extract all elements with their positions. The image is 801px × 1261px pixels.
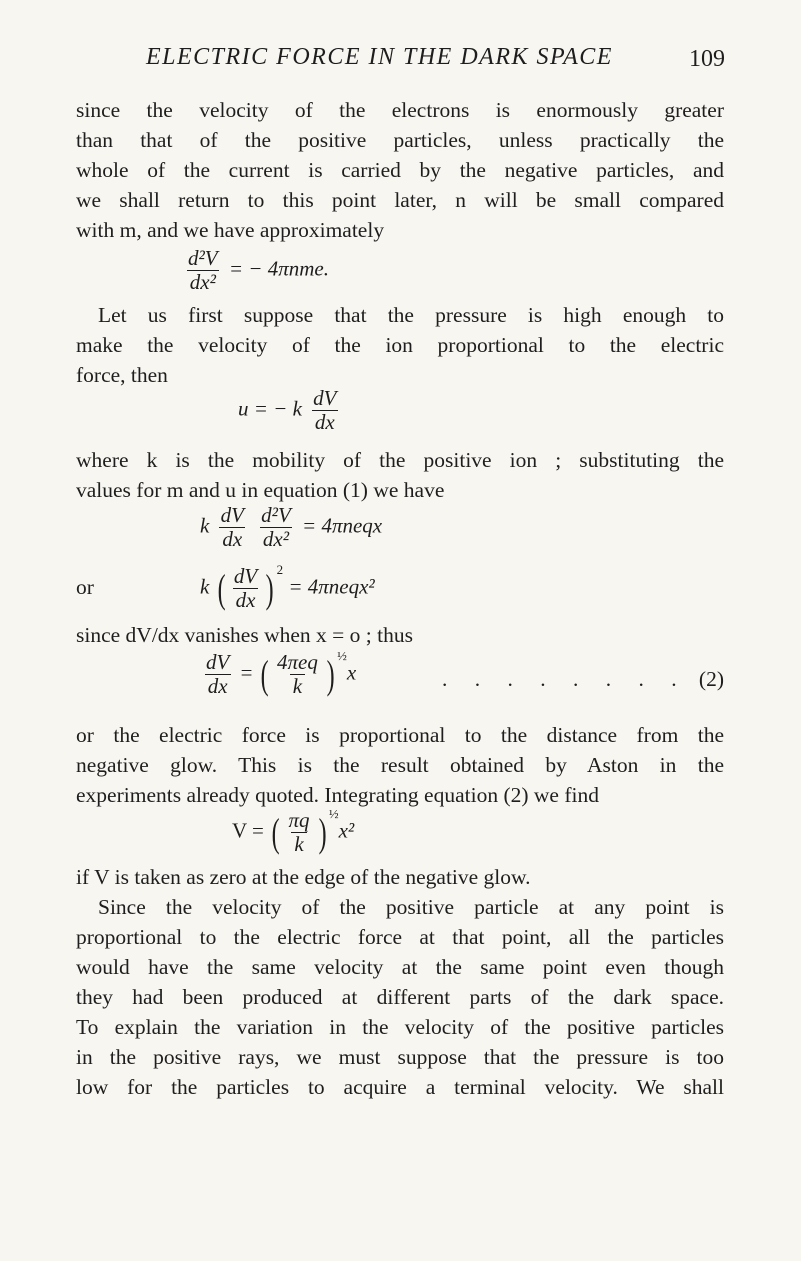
numerator: 4πeq	[277, 650, 318, 674]
text-line: negative glow. This is the result obtained by Aston in the	[76, 753, 724, 777]
text-line: in the positive rays, we must suppose that the pressure is too	[76, 1045, 724, 1069]
left-paren: (	[271, 809, 280, 855]
text-line: would have the same velocity at the same point even though	[76, 955, 724, 979]
equation-velocity	[238, 388, 343, 433]
text-line: make the velocity of the ion proportional to the electric	[76, 333, 724, 357]
right-paren: )	[326, 651, 335, 697]
equation-rhs: = 4πneqx²	[288, 574, 375, 599]
equation-lhs: V =	[232, 818, 264, 843]
mobility-symbol: k	[200, 513, 210, 538]
text-line: experiments already quoted. Integrating equation (2) we find	[76, 783, 599, 807]
variable-x: x	[346, 660, 357, 685]
mobility-symbol: k	[200, 574, 210, 599]
equation-integrated	[200, 562, 375, 612]
text-line: since the velocity of the electrons is enormously greater	[76, 98, 724, 122]
denominator: dx	[205, 674, 231, 697]
text-line: Since the velocity of the positive particle at any point is	[98, 895, 724, 919]
equation-potential	[232, 806, 355, 856]
numerator: dV	[220, 503, 244, 527]
left-paren: (	[217, 565, 226, 611]
text-line: whole of the current is carried by the negative particles, and	[76, 158, 724, 182]
numerator: dV	[233, 564, 258, 588]
numerator: dV	[206, 650, 230, 674]
denominator: dx	[312, 410, 338, 433]
fraction	[185, 248, 221, 293]
denominator: dx²	[187, 270, 219, 293]
text-line: than that of the positive particles, unless practically the	[76, 128, 724, 152]
equation-substituted	[200, 505, 382, 550]
numerator: d²V	[261, 503, 291, 527]
denominator: k	[290, 674, 305, 697]
denominator: dx	[219, 527, 245, 550]
right-paren: )	[265, 565, 274, 611]
fraction	[218, 505, 247, 550]
running-head: ELECTRIC FORCE IN THE DARK SPACE	[146, 44, 613, 70]
fraction	[258, 505, 294, 550]
text-line: proportional to the electric force at that point, all the particles	[76, 925, 724, 949]
leader-dots: . . . . . . . .	[442, 667, 688, 691]
equation-2	[200, 648, 357, 698]
text-line: force, then	[76, 363, 168, 387]
variable-x-squared: x²	[338, 818, 355, 843]
equation-rhs: = − 4πnme.	[228, 256, 329, 281]
denominator: dx	[233, 588, 259, 611]
denominator: dx²	[260, 527, 292, 550]
equation-rhs: = 4πneqx	[302, 513, 383, 538]
page-number: 109	[689, 46, 725, 72]
text-line: To explain the variation in the velocity of the positive particles	[76, 1015, 724, 1039]
text-line: or the electric force is proportional to the distance from the	[76, 723, 724, 747]
numerator: πq	[288, 808, 310, 832]
or-label: or	[76, 575, 94, 599]
text-line: where k is the mobility of the positive ion ; substituting the	[76, 448, 724, 472]
fraction	[274, 652, 321, 697]
text-line: values for m and u in equation (1) we have	[76, 478, 445, 502]
text-line: low for the particles to acquire a terminal velocity. We shall	[76, 1075, 724, 1099]
numerator: dV	[313, 386, 337, 410]
equation-second-derivative	[182, 248, 329, 293]
text-line: since dV/dx vanishes when x = o ; thus	[76, 623, 413, 647]
text-line: we shall return to this point later, n will be small compared	[76, 188, 724, 212]
text-line: with m, and we have approximately	[76, 218, 385, 242]
left-paren: (	[260, 651, 269, 697]
text-line: they had been produced at different parts of the dark space.	[76, 985, 724, 1009]
exponent: 2	[276, 562, 284, 577]
fraction	[310, 388, 339, 433]
text-line: if V is taken as zero at the edge of the negative glow.	[76, 865, 531, 889]
equals-sign: =	[240, 660, 253, 685]
fraction	[231, 566, 260, 611]
fraction	[203, 652, 232, 697]
equation-lhs: u = − k	[238, 396, 302, 421]
denominator: k	[291, 832, 306, 855]
fraction	[285, 810, 312, 855]
page-header	[76, 44, 725, 78]
numerator: d²V	[188, 246, 218, 270]
right-paren: )	[318, 809, 327, 855]
exponent: ½	[328, 806, 339, 821]
equation-number: (2)	[698, 667, 724, 691]
text-line: Let us first suppose that the pressure is high enough to	[98, 303, 724, 327]
exponent: ½	[337, 648, 347, 663]
